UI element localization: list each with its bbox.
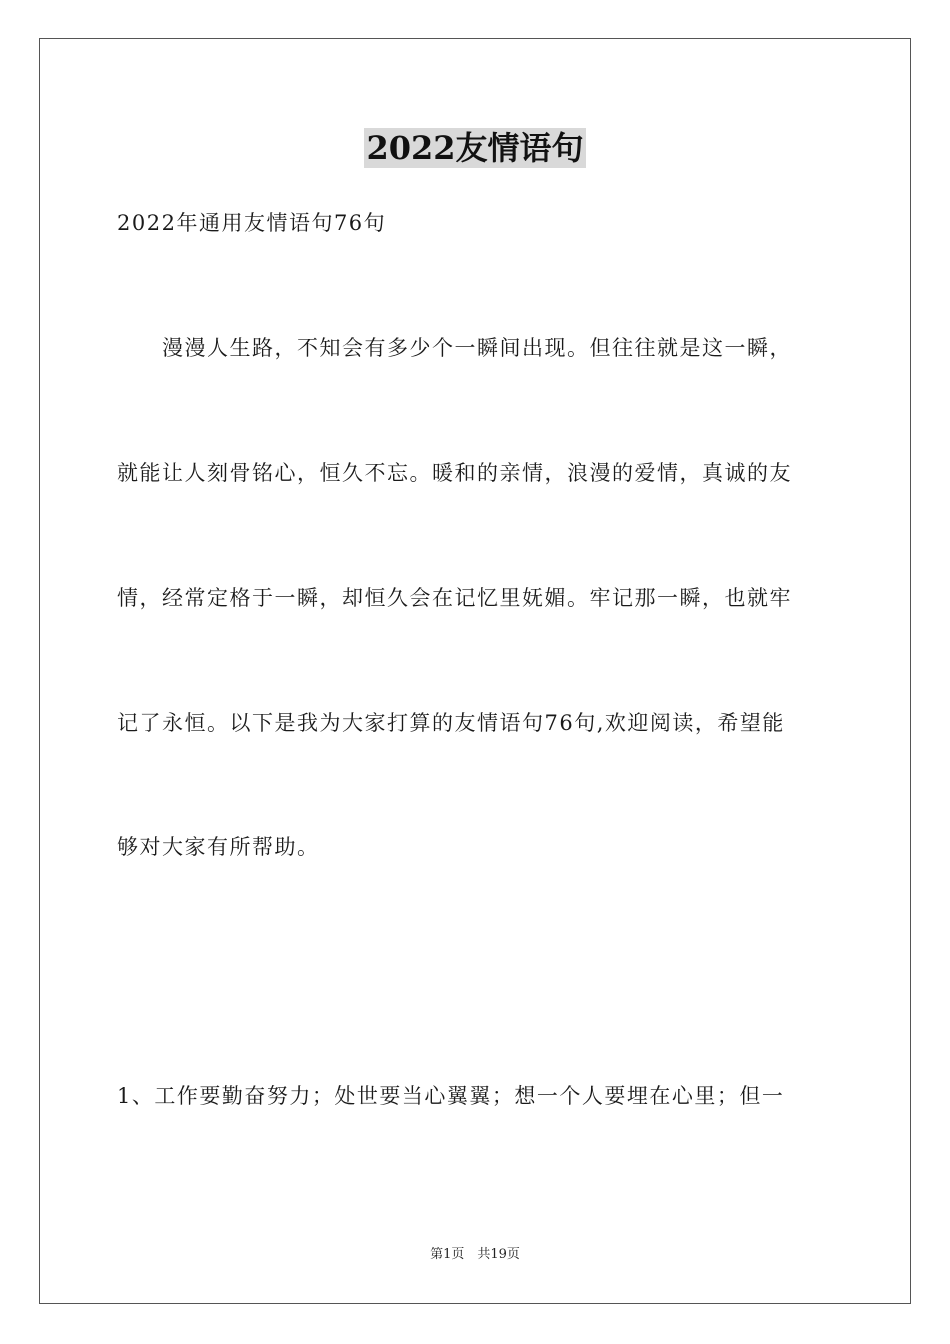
document-title-container (0, 128, 950, 168)
paragraph-line-3: 情，经常定格于一瞬，却恒久会在记忆里妩媚。牢记那一瞬，也就牢 (117, 586, 792, 610)
document-title: 2022友情语句 (366, 129, 584, 167)
subtitle-line: 2022年通用友情语句76句 (117, 211, 387, 235)
page-footer: 第1页 共19页 (430, 1247, 520, 1262)
paragraph-line-2: 就能让人刻骨铭心，恒久不忘。暖和的亲情，浪漫的爱情，真诚的友 (117, 461, 792, 485)
paragraph-line-1: 漫漫人生路，不知会有多少个一瞬间出现。但往往就是这一瞬， (117, 336, 792, 360)
paragraph-line-5: 够对大家有所帮助。 (117, 835, 320, 859)
paragraph-line-4: 记了永恒。以下是我为大家打算的友情语句76句,欢迎阅读，希望能 (117, 711, 785, 735)
list-item-line-1: 1、工作要勤奋努力；处世要当心翼翼；想一个人要埋在心里；但一 (117, 1084, 785, 1108)
